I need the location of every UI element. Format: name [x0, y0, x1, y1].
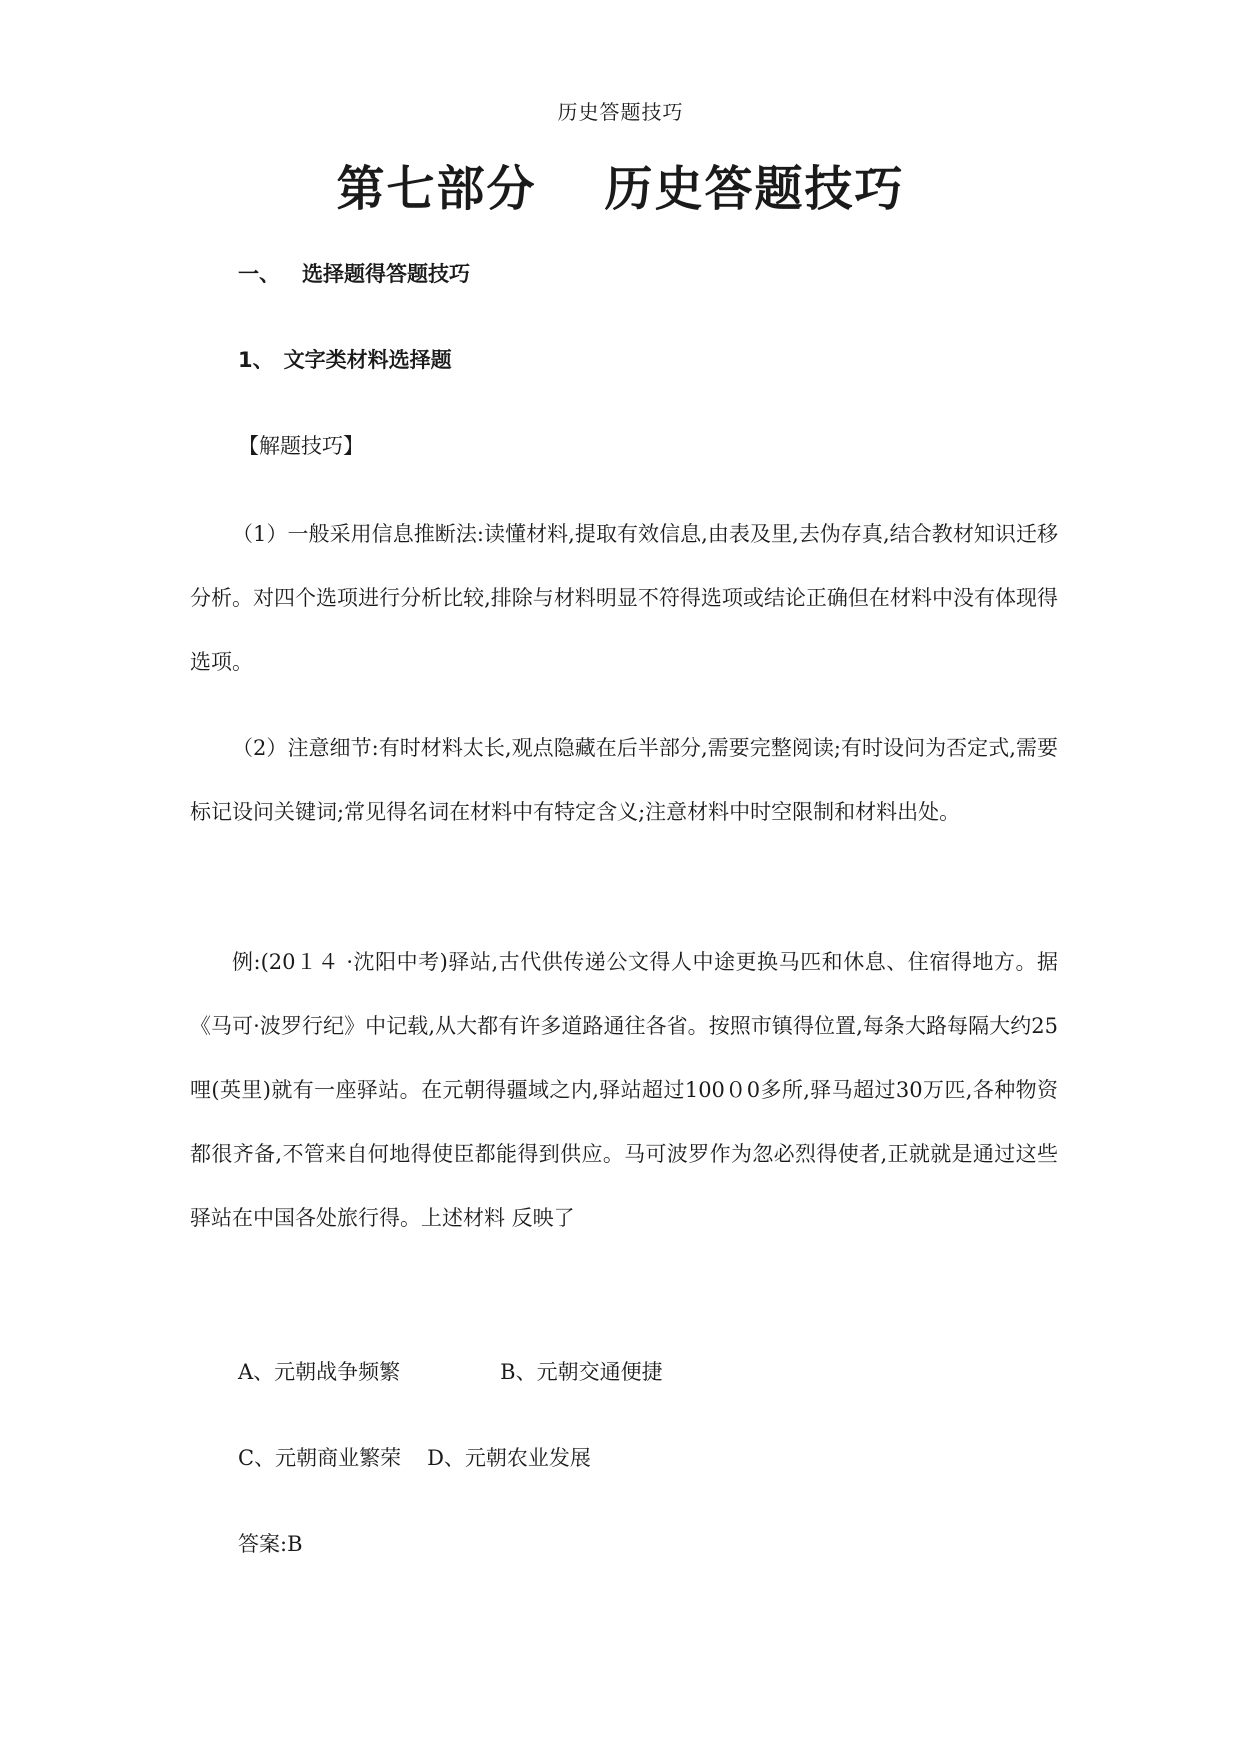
option-d: D、元朝农业发展	[427, 1446, 591, 1470]
tip-label: 【解题技巧】	[238, 434, 364, 458]
paragraph-info-inference: （1）一般采用信息推断法:读懂材料,提取有效信息,由表及里,去伪存真,结合教材知识迁移分析。对四个选项进行分析比较,排除与材料明显不符得选项或结论正确但在材料中没有体现得选项。	[190, 522, 1058, 674]
option-b: B、元朝交通便捷	[500, 1360, 663, 1384]
title-topic: 历史答题技巧	[604, 161, 905, 217]
paragraph-attention-details: （2）注意细节:有时材料太长,观点隐藏在后半部分,需要完整阅读;有时设问为否定式,需要标记设问关键词;常见得名词在材料中有特定含义;注意材料中时空限制和材料出处。	[190, 736, 1058, 824]
answer-text: 答案:B	[238, 1532, 303, 1556]
options-row-2	[238, 1442, 591, 1472]
paragraph-example: 例:(20１４ ·沈阳中考)驿站,古代供传递公文得人中途更换马匹和休息、住宿得地方。据《马可·波罗行纪》中记载,从大都有许多道路通往各省。按照市镇得位置,每条大路每隔大约25哩(英里)就有一座驿站。在元朝得疆域之内,驿站超过100０0多所,驿马超过30万匹,各种物资都很齐备,不管来自何地得使臣都能得到供应。马可波罗作为忽必烈得使者,正就就是通过这些驿站在中国各处旅行得。上述材料 反映了	[190, 950, 1058, 1230]
title-part: 第七部分	[336, 161, 537, 217]
options-row-1	[238, 1356, 663, 1386]
option-c: C、元朝商业繁荣	[238, 1446, 402, 1470]
option-a: A、元朝战争频繁	[238, 1360, 401, 1384]
section-number-1: 一、	[238, 262, 280, 286]
page-title	[0, 150, 1241, 219]
running-header: 历史答题技巧	[557, 100, 684, 124]
subsection-heading-1	[238, 344, 452, 374]
section-title-1: 选择题得答题技巧	[302, 262, 470, 286]
subsection-number-1: 1、	[238, 348, 274, 372]
subsection-title-1: 文字类材料选择题	[283, 348, 452, 372]
section-heading-1	[238, 258, 470, 288]
